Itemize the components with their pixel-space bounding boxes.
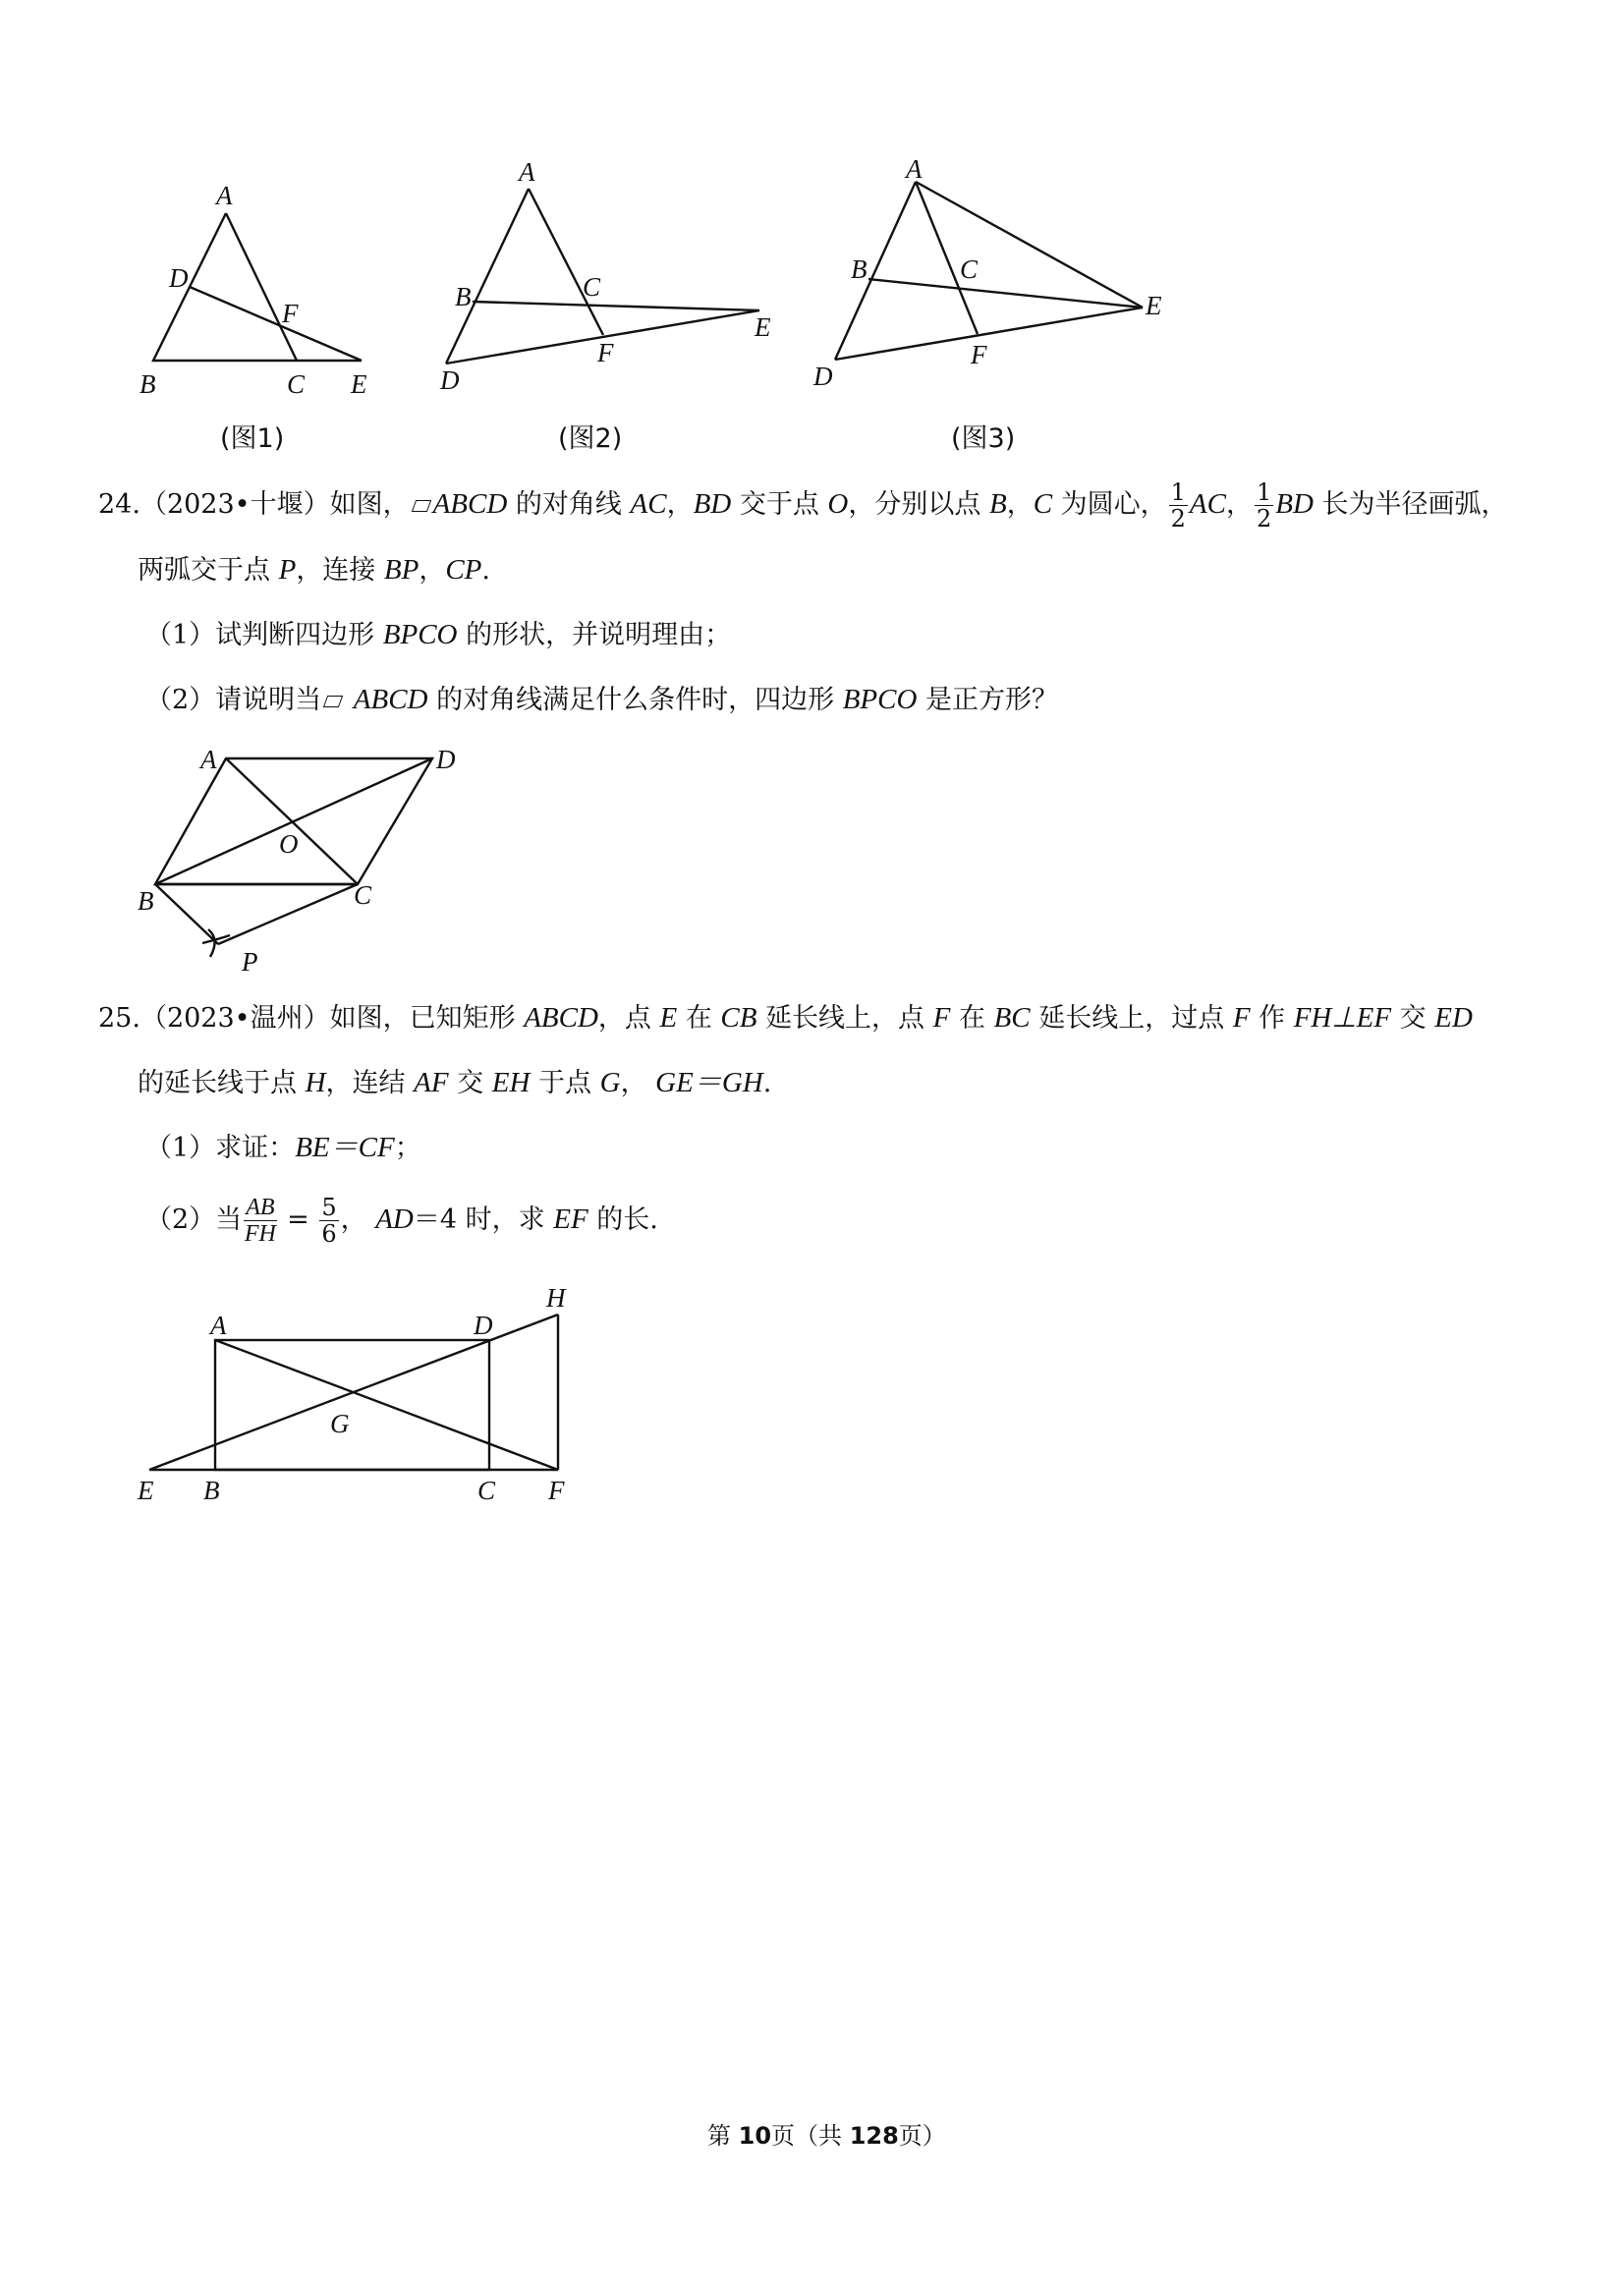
q24-var: AC xyxy=(630,488,667,520)
q25-fraction-ab-fh: $\frac{AB}{FH}$ xyxy=(244,1195,276,1247)
q24-var: BP xyxy=(383,554,420,586)
fig2-label-c: C xyxy=(583,272,601,302)
q25-subquestion-2: （2）当 $\frac{AB}{FH}$ = $\frac{5}{6}$ ， AD＝4 时，求 EF 的长. xyxy=(145,1194,658,1248)
fig1-label-f: F xyxy=(282,299,299,328)
q24-var: BD xyxy=(693,488,732,520)
q25-subquestion-1: （1）求证：BE＝CF； xyxy=(145,1132,421,1163)
q25-label-e: E xyxy=(138,1476,154,1505)
q24-var: AC xyxy=(1189,488,1226,520)
fig1-label-c: C xyxy=(287,369,306,399)
q24-subquestion-2: （2）请说明当 ABCD 的对角线满足什么条件时，四边形 BPCO 是正方形？ xyxy=(145,684,1058,715)
fig2-caption: (图2) xyxy=(558,423,623,454)
q25-line-2: 的延长线于点 H，连结 AF 交 EH 于点 G， GE＝GH. xyxy=(138,1067,772,1098)
q24-text: ，连接 xyxy=(296,555,376,586)
total-page-number: 128 xyxy=(849,2122,899,2150)
fig3-label-a: A xyxy=(906,154,923,184)
q25-label-d: D xyxy=(474,1311,493,1340)
fig3-caption: (图3) xyxy=(951,423,1016,454)
q24-text: 如图， xyxy=(329,489,410,520)
fig1-label-e: E xyxy=(351,369,367,399)
fig2-label-b: B xyxy=(455,282,472,311)
current-page-number: 10 xyxy=(738,2122,772,2150)
q24-var: BD xyxy=(1275,488,1314,520)
q24-text: 的对角线 xyxy=(515,489,622,520)
q24-label-o: O xyxy=(279,829,299,859)
q24-text: ， xyxy=(419,555,446,586)
fig2-label-e: E xyxy=(755,312,771,342)
q24-source: （2023•十堰） xyxy=(140,489,330,520)
fig2-label-f: F xyxy=(597,338,614,367)
q24-fraction-half-2: $\frac{1}{2}$ xyxy=(1256,478,1272,532)
q24-text: 交于点 xyxy=(739,489,819,520)
fig1-caption: (图1) xyxy=(220,423,285,454)
q24-text: 两弧交于点 xyxy=(138,555,270,586)
page-footer: 第 10页（共 128页） xyxy=(707,2122,946,2150)
q24-text: ， xyxy=(1006,489,1034,520)
q24-var: B xyxy=(988,488,1007,520)
q24-label-c: C xyxy=(354,880,372,910)
q25-source: （2023•温州） xyxy=(140,1003,330,1034)
fig3-label-e: E xyxy=(1146,291,1162,320)
q24-label-a: A xyxy=(200,745,217,774)
fig3-label-d: D xyxy=(813,362,833,391)
q25-rectangle-abcd xyxy=(215,1340,489,1470)
q24-label-b: B xyxy=(138,886,154,916)
q24-text: 长为半径画弧， xyxy=(1321,489,1508,520)
q25-label-h: H xyxy=(546,1283,566,1313)
q25-label-c: C xyxy=(477,1476,496,1505)
q24-text: . xyxy=(481,555,490,586)
fig3-label-f: F xyxy=(971,340,987,369)
q25-number: 25. xyxy=(98,1003,140,1034)
fig1-label-b: B xyxy=(140,369,156,399)
q24-var: ABCD xyxy=(432,488,508,520)
q24-text: ， xyxy=(666,489,694,520)
q24-var: C xyxy=(1033,488,1053,520)
fig2-label-a: A xyxy=(519,157,535,187)
q24-subquestion-1: （1）试判断四边形 BPCO 的形状，并说明理由； xyxy=(145,619,732,650)
fig1-label-a: A xyxy=(216,181,233,210)
q24-text: 为圆心， xyxy=(1060,489,1167,520)
q25-fraction-5-6: $\frac{5}{6}$ xyxy=(321,1194,337,1248)
q25-label-b: B xyxy=(203,1476,220,1505)
q24-number: 24. xyxy=(98,489,140,520)
q24-var: P xyxy=(278,554,297,586)
fig1-label-d: D xyxy=(169,263,189,293)
q24-text: ，分别以点 xyxy=(848,489,981,520)
q25-label-g: G xyxy=(330,1409,350,1438)
q24-var: CP xyxy=(445,554,482,586)
q24-var: O xyxy=(827,488,849,520)
q25-label-f: F xyxy=(548,1476,565,1505)
q24-label-p: P xyxy=(242,947,258,977)
q25-line-af xyxy=(215,1340,558,1470)
q25-line-1: 25.（2023•温州）如图，已知矩形 ABCD，点 E 在 CB 延长线上，点 F 在 BC 延长线上，过点 F 作 FH⊥EF 交 ED xyxy=(98,1002,1473,1034)
fig3-label-c: C xyxy=(960,254,979,284)
fig3-label-b: B xyxy=(851,254,867,284)
q24-fraction-half-1: $\frac{1}{2}$ xyxy=(1170,478,1186,532)
q24-text: ， xyxy=(1225,489,1253,520)
fig2-label-d: D xyxy=(440,365,460,395)
q25-label-a: A xyxy=(210,1311,227,1340)
q24-label-d: D xyxy=(436,745,456,774)
